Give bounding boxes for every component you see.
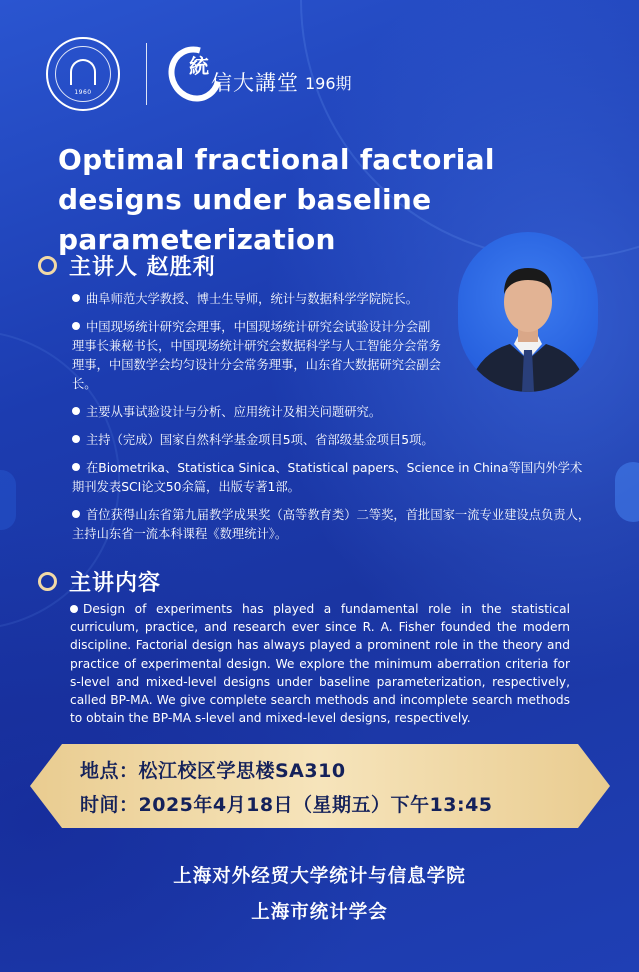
- bio-text: 曲阜师范大学教授、博士生导师，统计与数据科学学院院长。: [86, 292, 419, 306]
- event-place: 地点：松江校区学思楼SA310: [80, 760, 346, 782]
- decorative-dot: [0, 470, 16, 530]
- bullet-icon: [70, 605, 78, 613]
- bio-item: [72, 290, 442, 309]
- bio-item: [72, 506, 592, 544]
- bullet-icon: [72, 407, 80, 415]
- bullet-icon: [72, 435, 80, 443]
- lecture-series-logo: [169, 46, 352, 102]
- bio-text: 主持（完成）国家自然科学基金项目5项、省部级基金项目5项。: [86, 433, 434, 447]
- organizer-school: 上海对外经贸大学统计与信息学院: [173, 866, 466, 887]
- issue-number: 196期: [305, 73, 352, 93]
- bio-item: [72, 459, 592, 497]
- speaker-bio-list: [72, 290, 592, 553]
- header-divider: [146, 43, 147, 105]
- bullet-icon: [72, 463, 80, 471]
- speaker-heading-text: 主讲人 赵胜利: [69, 255, 216, 280]
- talk-abstract: [70, 600, 570, 727]
- bio-text: 首位获得山东省第九届教学成果奖（高等教育类）二等奖，首批国家一流专业建设点负责人，主持山东省一流本科课程《数理统计》。: [72, 508, 591, 541]
- bio-text: 在Biometrika、Statistica Sinica、Statistical papers、Science in China等国内外学术期刊发表SCI论文50余篇，出版专著1部。: [72, 461, 583, 494]
- bio-item: [72, 318, 442, 394]
- event-banner: [30, 744, 610, 828]
- series-glyph: 統: [189, 53, 209, 78]
- bullet-icon: [72, 322, 80, 330]
- series-name: 信大講堂: [211, 71, 299, 95]
- content-heading: [38, 566, 161, 597]
- event-time: 时间：2025年4月18日（星期五）下午13:45: [80, 794, 493, 816]
- talk-title: Optimal fractional factorial designs under baseline parameterization: [58, 143, 495, 256]
- bio-text: 中国现场统计研究会理事，中国现场统计研究会试验设计分会副理事长兼秘书长，中国现场统计研究会数据科学与人工智能分会常务理事，中国数学会均匀设计分会常务理事，山东省大数据研究会副会长。: [72, 320, 441, 391]
- bio-item: [72, 431, 592, 450]
- bio-item: [72, 403, 592, 422]
- bullet-icon: [72, 294, 80, 302]
- bullet-icon: [72, 510, 80, 518]
- organizer-society: 上海市统计学会: [251, 902, 388, 923]
- bio-text: 主要从事试验设计与分析、应用统计及相关问题研究。: [86, 405, 382, 419]
- header: [46, 36, 352, 112]
- content-heading-text: 主讲内容: [69, 571, 162, 596]
- decorative-dot: [615, 462, 639, 522]
- abstract-text: Design of experiments has played a fundamental role in the statistical curriculum, practice, and research ever since R. A. Fisher founded the modern discipline. Factorial design has always played a prominent role in the theory and practice of experimental design. We explore the minimum aberration criteria for s-level and mixed-level designs under baseline parameterization, respectively, called BP-MA. We give complete search methods and incomplete search methods to obtain the BP-MA s-level and mixed-level designs, respectively.: [70, 602, 570, 726]
- ring-bullet-icon: [38, 256, 57, 275]
- seal-gate-icon: [70, 59, 96, 85]
- seal-year: 1960: [74, 89, 92, 96]
- speaker-heading: [38, 250, 216, 281]
- university-seal-logo: [46, 37, 120, 111]
- ring-bullet-icon: [38, 572, 57, 591]
